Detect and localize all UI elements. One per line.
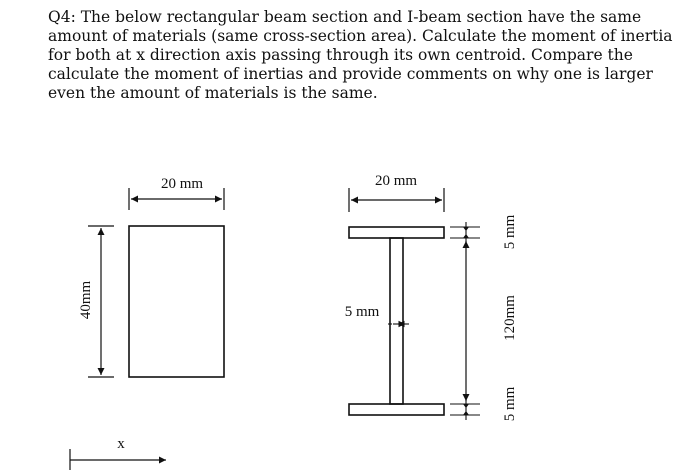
ibeam-width-label: 20 mm xyxy=(374,173,418,189)
rect-width-label: 20 mm xyxy=(160,176,204,192)
rect-height-label: 40mm xyxy=(78,280,94,320)
x-axis-label: x xyxy=(117,436,125,452)
top-flange-arrow-a xyxy=(463,227,469,231)
web-height-label: 120mm xyxy=(502,295,518,341)
rectangular-beam xyxy=(78,176,224,377)
i-beam-bottom-flange xyxy=(349,404,444,415)
top-flange-arrow-b xyxy=(463,234,469,238)
x-axis-indicator xyxy=(70,436,166,470)
bottom-flange-arrow-b xyxy=(463,411,469,415)
bottom-flange-arrow-a xyxy=(463,404,469,408)
web-thickness-label: 5 mm xyxy=(344,304,380,320)
i-beam-web xyxy=(390,238,403,404)
question-text: Q4: The below rectangular beam section and I-beam section have the same amount of materials (same cross-section area). Calculate the moment of inertia for both at x direction axis passing through its own centroid. Compare the calculate the moment of inertias and provide comments on why one is larger even the amount of materials is the same. xyxy=(48,8,673,102)
i-beam-top-flange xyxy=(349,227,444,238)
i-beam xyxy=(345,173,518,421)
rectangular-section xyxy=(129,226,224,377)
bottom-flange-thickness-label: 5 mm xyxy=(502,386,518,422)
top-flange-thickness-label: 5 mm xyxy=(502,214,518,250)
